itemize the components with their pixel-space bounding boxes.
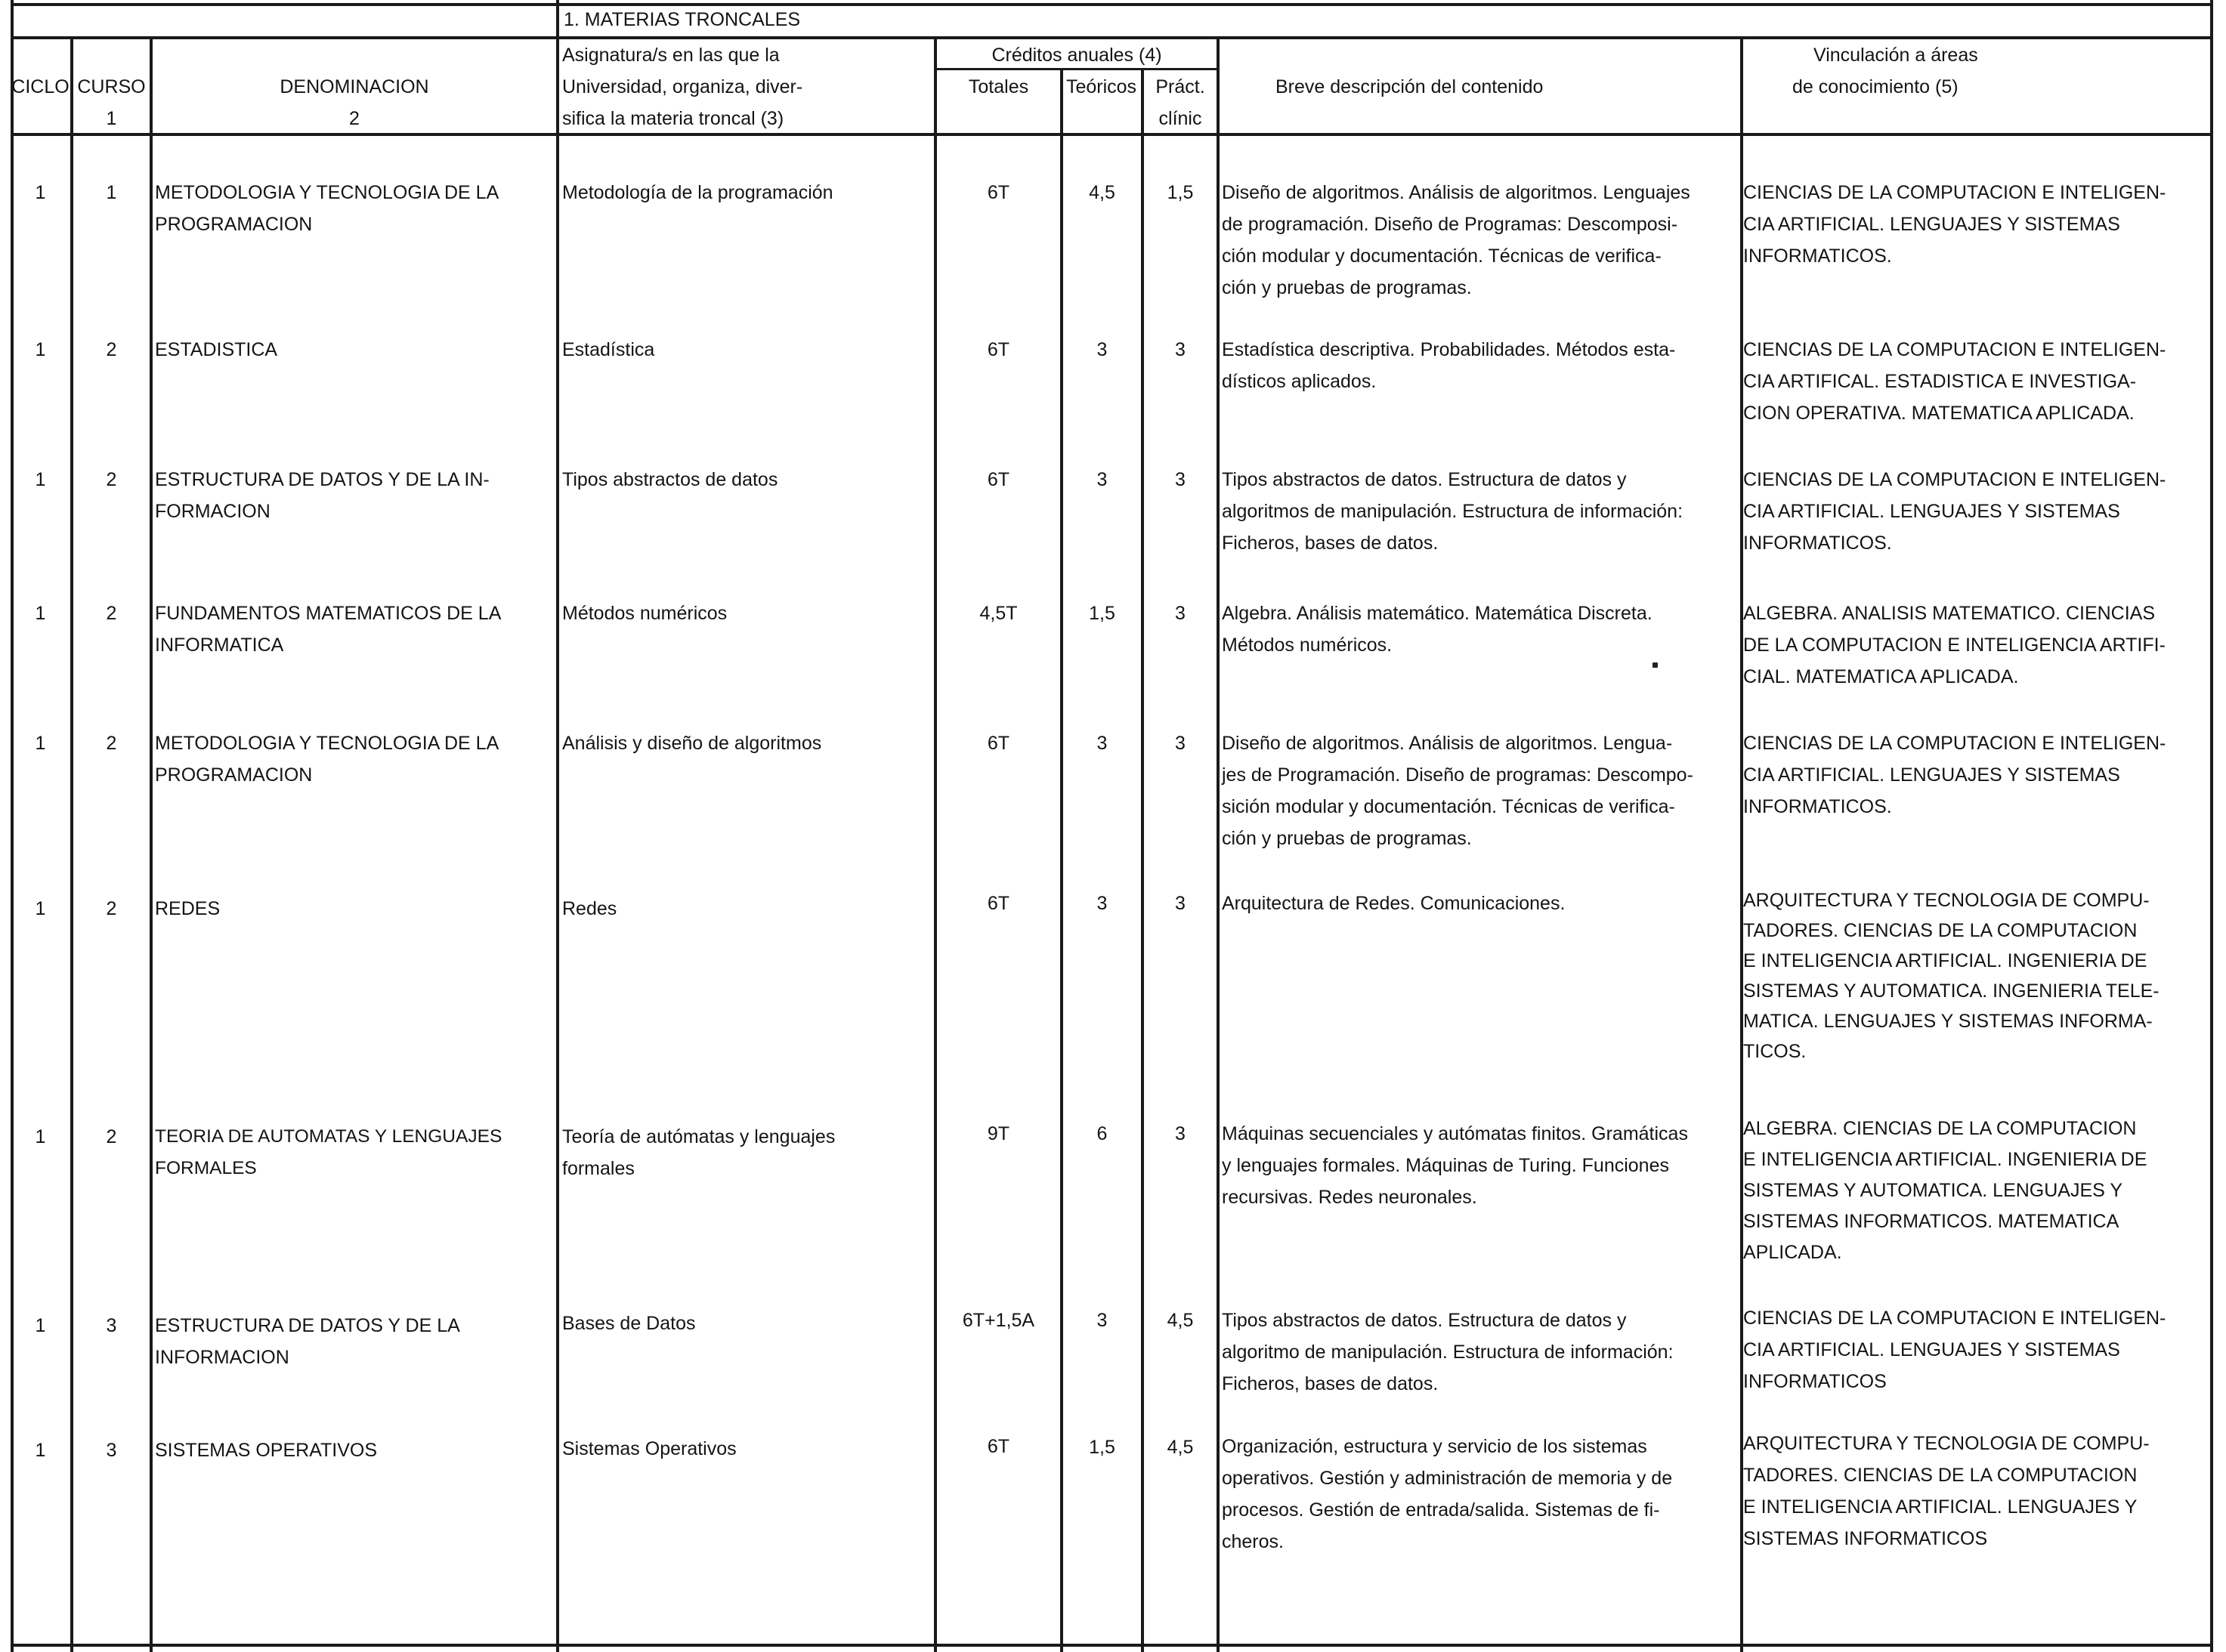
col-divider-creditos (1217, 36, 1220, 1652)
row-8-practicos: 4,5 (1167, 1310, 1194, 1331)
row-9-totales: 6T (987, 1436, 1010, 1457)
row-8-descripcion: Tipos abstractos de datos. Estructura de datos y algoritmo de manipulación. Estructura de información: Ficheros, bases de datos. (1222, 1310, 1674, 1394)
row-6-vinculacion: ARQUITECTURA Y TECNOLOGIA DE COMPU- TADORES. CIENCIAS DE LA COMPUTACION E INTELIGENCIA ARTIFICIAL. INGENIERIA DE SISTEMAS Y AUTOMATICA. INGENIERIA TELE- MATICA. LENGUAJES Y SISTEMAS INFORMA- TICOS. (1743, 890, 2160, 1062)
row-2-denominacion: ESTADISTICA (155, 339, 278, 360)
row-5-asignatura: Análisis y diseño de algoritmos (562, 733, 822, 754)
row-3-curso: 2 (106, 469, 117, 490)
row-3-practicos: 3 (1175, 469, 1186, 490)
row-7-descripcion: Máquinas secuenciales y autómatas finitos. Gramáticas y lenguajes formales. Máquinas de Turing. Funciones recursivas. Redes neuronales. (1222, 1123, 1688, 1208)
header-teoricos: Teóricos (1065, 76, 1137, 97)
row-8-asignatura: Bases de Datos (562, 1313, 696, 1334)
row-6-descripcion: Arquitectura de Redes. Comunicaciones. (1222, 893, 1566, 914)
row-3-denominacion: ESTRUCTURA DE DATOS Y DE LA IN- FORMACION (155, 469, 490, 522)
row-9-denominacion: SISTEMAS OPERATIVOS (155, 1440, 378, 1461)
row-5-vinculacion: CIENCIAS DE LA COMPUTACION E INTELIGEN- CIA ARTIFICIAL. LENGUAJES Y SISTEMAS INFORMATICOS. (1743, 733, 2166, 817)
row-5-practicos: 3 (1175, 733, 1186, 754)
row-7-ciclo: 1 (35, 1126, 46, 1147)
row-5-teoricos: 3 (1096, 733, 1108, 754)
row-7-teoricos: 6 (1096, 1123, 1108, 1144)
row-4-teoricos: 1,5 (1089, 603, 1115, 624)
header-practicos-line-1: Práct. (1155, 76, 1205, 97)
outer-border-right (2210, 0, 2213, 1652)
header-creditos-anuales: Créditos anuales (4) (991, 45, 1162, 66)
table-bottom-border (11, 1644, 2213, 1647)
row-6-ciclo: 1 (35, 898, 46, 919)
header-denominacion: DENOMINACION (280, 76, 429, 97)
row-4-curso: 2 (106, 603, 117, 624)
row-7-asignatura: Teoría de autómatas y lenguajes formales (562, 1126, 836, 1179)
row-2-vinculacion: CIENCIAS DE LA COMPUTACION E INTELIGEN- CIA ARTIFICAL. ESTADISTICA E INVESTIGA- CION OPERATIVA. MATEMATICA APLICADA. (1743, 339, 2166, 424)
header-curso: CURSO (77, 76, 146, 97)
row-7-practicos: 3 (1175, 1123, 1186, 1144)
row-3-descripcion: Tipos abstractos de datos. Estructura de datos y algoritmos de manipulación. Estructura de información: Ficheros, bases de datos. (1222, 469, 1683, 554)
row-8-denominacion: ESTRUCTURA DE DATOS Y DE LA INFORMACION (155, 1315, 460, 1368)
header-practicos-line-2: clínic (1158, 108, 1202, 129)
col-divider-asignatura (934, 36, 937, 1652)
row-8-ciclo: 1 (35, 1315, 46, 1336)
col-divider-teoricos (1141, 68, 1144, 1652)
row-2-totales: 6T (987, 339, 1010, 360)
row-5-totales: 6T (987, 733, 1010, 754)
row-2-asignatura: Estadística (562, 339, 655, 360)
header-ciclo: CICLO (11, 76, 70, 97)
row-1-curso: 1 (106, 182, 117, 203)
row-1-asignatura: Metodología de la programación (562, 182, 833, 203)
row-3-teoricos: 3 (1096, 469, 1108, 490)
row-1-vinculacion: CIENCIAS DE LA COMPUTACION E INTELIGEN- CIA ARTIFICIAL. LENGUAJES Y SISTEMAS INFORMATICOS. (1743, 182, 2166, 267)
row-5-denominacion: METODOLOGIA Y TECNOLOGIA DE LA PROGRAMACION (155, 733, 499, 786)
row-2-descripcion: Estadística descriptiva. Probabilidades. Métodos esta- dísticos aplicados. (1222, 339, 1676, 392)
row-2-teoricos: 3 (1096, 339, 1108, 360)
header-totales: Totales (968, 76, 1029, 97)
row-9-vinculacion: ARQUITECTURA Y TECNOLOGIA DE COMPU- TADORES. CIENCIAS DE LA COMPUTACION E INTELIGENCIA ARTIFICIAL. LENGUAJES Y SISTEMAS INFORMATICOS (1743, 1433, 2150, 1549)
row-8-totales: 6T+1,5A (962, 1310, 1035, 1331)
col-divider-curso (150, 36, 153, 1652)
row-8-teoricos: 3 (1096, 1310, 1108, 1331)
scan-speck (1652, 662, 1658, 668)
row-2-curso: 2 (106, 339, 117, 360)
row-7-vinculacion: ALGEBRA. CIENCIAS DE LA COMPUTACION E INTELIGENCIA ARTIFICIAL. INGENIERIA DE SISTEMAS Y AUTOMATICA. LENGUAJES Y SISTEMAS INFORMATICOS. MATEMATICA APLICADA. (1743, 1118, 2147, 1263)
row-2-ciclo: 1 (35, 339, 46, 360)
row-1-teoricos: 4,5 (1089, 182, 1115, 203)
section-title: 1. MATERIAS TRONCALES (564, 9, 801, 30)
header-asignatura-line-1: Asignatura/s en las que la (562, 45, 780, 66)
row-9-teoricos: 1,5 (1089, 1437, 1115, 1458)
row-9-descripcion: Organización, estructura y servicio de los sistemas operativos. Gestión y administración de memoria y de procesos. Gestión de entrada/salida. Sistemas de fi- cheros. (1222, 1436, 1673, 1552)
row-4-practicos: 3 (1175, 603, 1186, 624)
row-4-totales: 4,5T (979, 603, 1018, 624)
col-divider-ciclo (70, 36, 73, 1652)
row-5-ciclo: 1 (35, 733, 46, 754)
row-1-totales: 6T (987, 182, 1010, 203)
header-vinculacion-line-2: de conocimiento (5) (1792, 76, 1959, 97)
row-3-vinculacion: CIENCIAS DE LA COMPUTACION E INTELIGEN- CIA ARTIFICIAL. LENGUAJES Y SISTEMAS INFORMATICOS. (1743, 469, 2166, 554)
header-asignatura-line-3: sifica la materia troncal (3) (562, 108, 784, 129)
row-1-descripcion: Diseño de algoritmos. Análisis de algoritmos. Lenguajes de programación. Diseño de Programas: Descomposi- ción modular y documentación. Técnicas de verifica- ción y pruebas de programas. (1222, 182, 1690, 298)
row-7-totales: 9T (987, 1123, 1010, 1144)
row-6-curso: 2 (106, 898, 117, 919)
row-2-practicos: 3 (1175, 339, 1186, 360)
header-descripcion: Breve descripción del contenido (1275, 76, 1544, 97)
row-4-denominacion: FUNDAMENTOS MATEMATICOS DE LA INFORMATICA (155, 603, 502, 656)
col-divider-descripcion (1740, 36, 1743, 1652)
row-3-asignatura: Tipos abstractos de datos (562, 469, 778, 490)
row-9-asignatura: Sistemas Operativos (562, 1438, 737, 1459)
row-4-asignatura: Métodos numéricos (562, 603, 728, 624)
row-6-practicos: 3 (1175, 893, 1186, 914)
row-8-vinculacion: CIENCIAS DE LA COMPUTACION E INTELIGEN- CIA ARTIFICIAL. LENGUAJES Y SISTEMAS INFORMATICOS (1743, 1308, 2166, 1392)
row-6-totales: 6T (987, 893, 1010, 914)
row-1-practicos: 1,5 (1167, 182, 1194, 203)
row-9-practicos: 4,5 (1167, 1437, 1194, 1458)
row-1-denominacion: METODOLOGIA Y TECNOLOGIA DE LA PROGRAMACION (155, 182, 499, 235)
row-3-totales: 6T (987, 469, 1010, 490)
row-5-descripcion: Diseño de algoritmos. Análisis de algoritmos. Lengua- jes de Programación. Diseño de programas: Descompo- sición modular y documentación. Técnicas de verifica- ción y pruebas de programas. (1222, 733, 1693, 849)
row-6-denominacion: REDES (155, 898, 221, 919)
row-7-curso: 2 (106, 1126, 117, 1147)
row-8-curso: 3 (106, 1315, 117, 1336)
outer-border-top (11, 3, 2213, 6)
row-9-curso: 3 (106, 1440, 117, 1461)
row-6-teoricos: 3 (1096, 893, 1108, 914)
col-divider-denominacion (556, 0, 559, 1652)
outer-border-left (11, 0, 14, 1652)
col-divider-totales (1060, 68, 1063, 1652)
row-1-ciclo: 1 (35, 182, 46, 203)
row-4-ciclo: 1 (35, 603, 46, 624)
row-4-vinculacion: ALGEBRA. ANALISIS MATEMATICO. CIENCIAS DE LA COMPUTACION E INTELIGENCIA ARTIFI- CIAL. MATEMATICA APLICADA. (1743, 603, 2166, 687)
header-curso-number: 1 (106, 108, 117, 129)
header-asignatura-line-2: Universidad, organiza, diver- (562, 76, 803, 97)
row-7-denominacion: TEORIA DE AUTOMATAS Y LENGUAJES FORMALES (155, 1126, 502, 1178)
header-vinculacion-line-1: Vinculación a áreas (1813, 45, 1978, 66)
row-5-curso: 2 (106, 733, 117, 754)
row-6-asignatura: Redes (562, 898, 617, 919)
header-denominacion-number: 2 (349, 108, 360, 129)
row-4-descripcion: Algebra. Análisis matemático. Matemática Discreta. Métodos numéricos. (1222, 603, 1652, 656)
row-9-ciclo: 1 (35, 1440, 46, 1461)
row-3-ciclo: 1 (35, 469, 46, 490)
